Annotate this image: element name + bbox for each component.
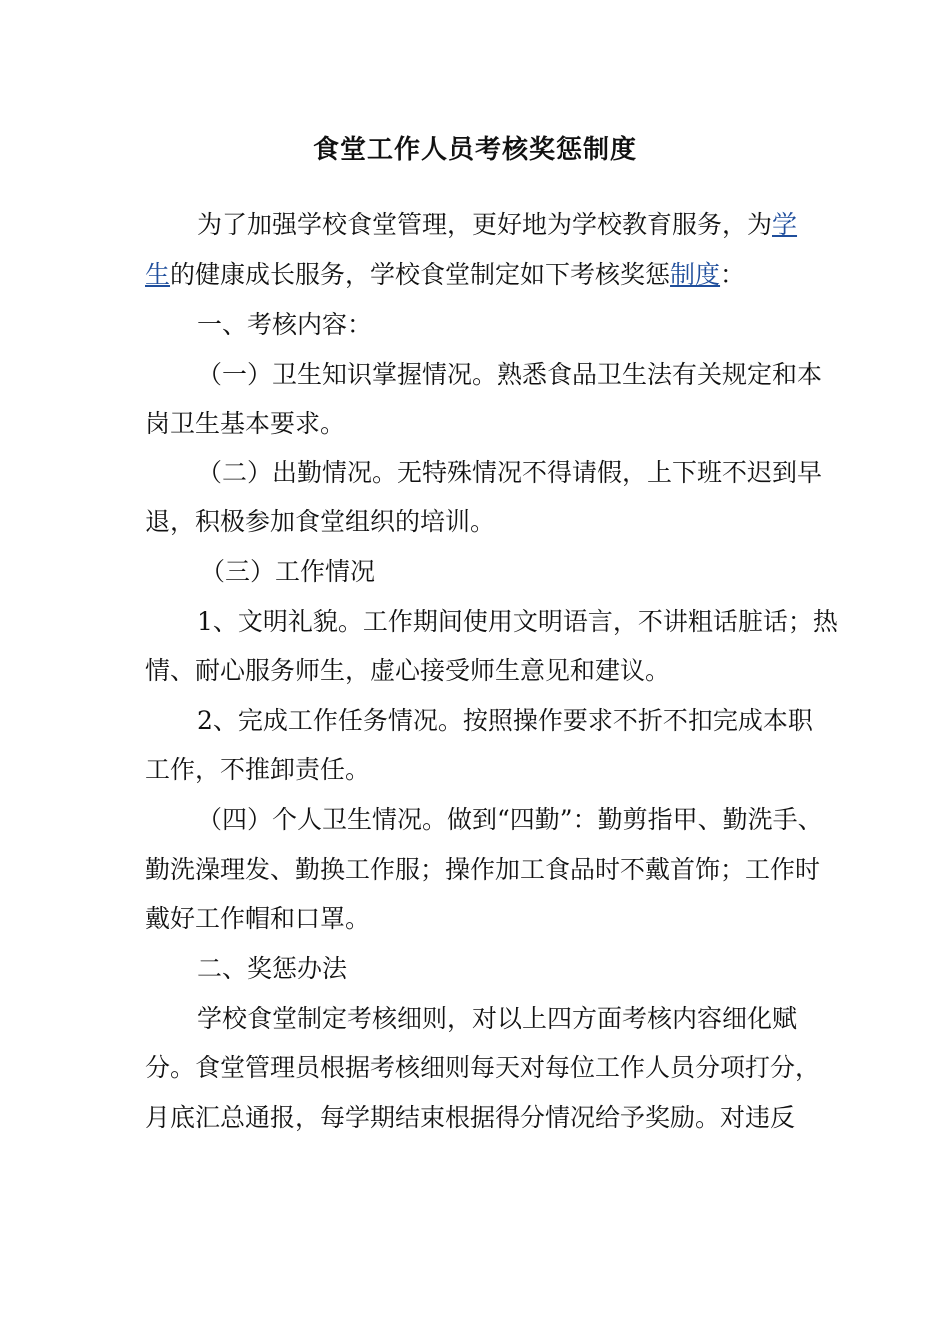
paragraph-line: 勤洗澡理发、勤换工作服；操作加工食品时不戴首饰；工作时 [145,855,821,884]
line-text: ： [720,260,746,289]
section-heading: 一、考核内容： [197,310,373,339]
paragraph-line: （一）卫生知识掌握情况。熟悉食品卫生法有关规定和本 [197,360,823,389]
paragraph-line: 学校食堂制定考核细则，对以上四方面考核内容细化赋 [197,1004,798,1033]
section-heading: 二、奖惩办法 [197,954,348,983]
paragraph-line: 1、文明礼貌。工作期间使用文明语言，不讲粗话脏话；热 [197,607,838,636]
document-title: 食堂工作人员考核奖惩制度 [312,135,637,165]
paragraph-line: （四）个人卫生情况。做到“四勤”：勤剪指甲、勤洗手、 [197,805,823,834]
link-zhidu[interactable]: 制度 [670,260,721,289]
paragraph-line [145,250,825,299]
paragraph-line: （二）出勤情况。无特殊情况不得请假，上下班不迟到早 [197,458,823,487]
paragraph-line: 分。食堂管理员根据考核细则每天对每位工作人员分项打分， [145,1053,821,1082]
paragraph-line: 情、耐心服务师生，虚心接受师生意见和建议。 [145,656,671,685]
paragraph-line [197,200,877,249]
paragraph-line: 岗卫生基本要求。 [145,409,346,438]
paragraph-line: 月底汇总通报，每学期结束根据得分情况给予奖励。对违反 [145,1103,796,1132]
paragraph-line: 工作，不推卸责任。 [145,755,371,784]
subsection-heading: （三）工作情况 [200,557,376,586]
paragraph-line: 2、完成工作任务情况。按照操作要求不折不扣完成本职 [197,706,813,735]
paragraph-line: 退，积极参加食堂组织的培训。 [145,507,496,536]
line-text: 的健康成长服务，学校食堂制定如下考核奖惩 [170,260,671,289]
link-xue[interactable]: 学 [772,210,798,239]
line-text: 为了加强学校食堂管理，更好地为学校教育服务，为 [197,210,773,239]
link-sheng[interactable]: 生 [145,260,171,289]
paragraph-line: 戴好工作帽和口罩。 [145,904,371,933]
